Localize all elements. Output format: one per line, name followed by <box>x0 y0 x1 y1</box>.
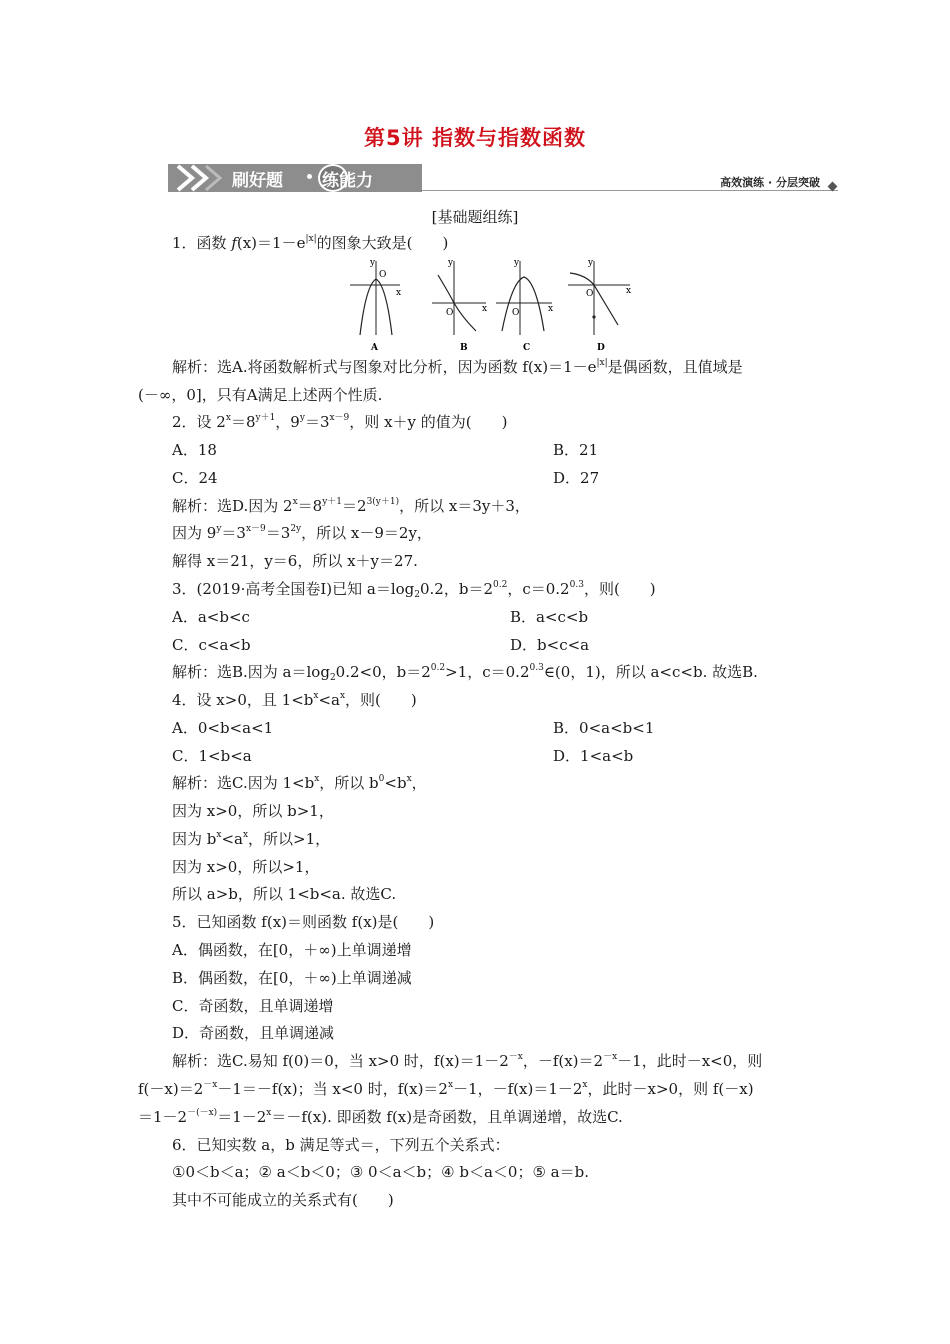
q3-option-b: B．a<c<b <box>510 608 589 626</box>
graph-a-x: x <box>396 288 402 298</box>
graph-c-x: x <box>548 304 554 314</box>
q4-option-c: C．1<b<a <box>172 747 252 765</box>
graph-a <box>350 258 401 353</box>
banner-label-a: 刷好题 <box>232 171 283 191</box>
q5-solution-line2: $f(-x)=2^{-x}-1=-f(x)$；当 x<0 时，$f(x)=2^x-1$，$-f(x)=1-2^x$，此时－x>0，则 f(－x) <box>138 1080 754 1098</box>
banner-dot <box>307 174 312 179</box>
chevron-double-icon <box>172 164 232 192</box>
section-banner <box>168 162 838 196</box>
graph-d-y: y <box>588 258 594 268</box>
q2-solution-line1: 解析：选D.因为 $2^x=8^{y+1}=2^{3(y+1)}$，所以 x＝3y＋3， <box>172 497 530 515</box>
q1-stem: 1．函数 $f(x)=1-e^{|x|}$的图象大致是( ) <box>172 234 449 252</box>
q4-option-b: B．0<a<b<1 <box>553 719 655 737</box>
banner-rule <box>422 190 838 191</box>
graph-d <box>568 258 631 353</box>
q1-solution-line1: 解析：选A.将函数解析式与图象对比分析，因为函数 $f(x)=1-e^{|x|}$是偶函数，且值域是 <box>172 358 743 376</box>
q3-option-d: D．b<c<a <box>510 636 590 654</box>
q3-stem: 3．(2019·高考全国卷Ⅰ)已知 $a=\log_20.2$，$b=2^{0.2}$，$c=0.2^{0.3}$，则( ) <box>172 580 656 600</box>
page-title: 第5讲 指数与指数函数 <box>364 126 586 150</box>
q4-solution-line5: 所以 a>b，所以 1<b<a. 故选C. <box>172 885 397 903</box>
q5-option-b: B．偶函数，在[0，＋∞)上单调递减 <box>172 969 412 987</box>
graph-b-x: x <box>482 304 488 314</box>
q6-stem: 6．已知实数 a，b 满足等式＝，下列五个关系式： <box>172 1136 510 1154</box>
q4-stem: 4．设 x>0，且 $1<b^x<a^x$，则( ) <box>172 691 417 709</box>
q4-solution-line3: 因为 $b^x<a^x$，所以>1， <box>172 830 331 848</box>
q3-option-a: A．a<b<c <box>172 608 250 626</box>
q1-solution-line2: (－∞，0]，只有A满足上述两个性质. <box>138 386 383 404</box>
q2-solution-line2: 因为 $9^y=3^{x-9}=3^{2y}$，所以 x－9＝2y， <box>172 524 432 542</box>
graph-a-y: y <box>370 258 376 268</box>
q2-option-c: C．24 <box>172 469 218 487</box>
graph-c <box>496 258 553 353</box>
q5-option-a: A．偶函数，在[0，＋∞)上单调递增 <box>172 941 412 959</box>
q5-solution-line3: $=1-2^{-(-x)}=1-2^x=-f(x)$. 即函数 f(x)是奇函数，且单调递增，故选C. <box>138 1108 623 1126</box>
graph-d-label: D <box>597 343 605 353</box>
graph-b <box>432 258 487 353</box>
q2-option-b: B．21 <box>553 441 599 459</box>
graph-b-y: y <box>448 258 454 268</box>
banner-right-label: 高效演练 · 分层突破 <box>720 176 820 189</box>
q4-solution-line1: 解析：选C.因为 $1<b^x$，所以 $b^0<b^x$， <box>172 774 427 792</box>
q6-question: 其中不可能成立的关系式有( ) <box>172 1191 394 1209</box>
q6-relations: ①0＜b＜a；② a＜b＜0；③ 0＜a＜b；④ b＜a＜0；⑤ a＝b. <box>172 1163 589 1181</box>
banner-label-b: 练能力 <box>322 171 373 191</box>
graph-d-o: O <box>586 289 594 299</box>
q2-solution-line3: 解得 x＝21，y＝6，所以 x＋y＝27. <box>172 552 418 570</box>
q1-graph-options <box>346 255 636 353</box>
q5-option-d: D．奇函数，且单调递减 <box>172 1024 335 1042</box>
q4-solution-line2: 因为 x>0，所以 b>1， <box>172 802 334 820</box>
graph-d-x: x <box>626 286 632 296</box>
graph-b-o: O <box>446 308 454 318</box>
graph-a-label: A <box>371 343 378 353</box>
q2-stem: 2．设 $2^x=8^{y+1}$，$9^y=3^{x-9}$，则 x＋y 的值为( ) <box>172 413 508 431</box>
q2-option-d: D．27 <box>553 469 600 487</box>
graph-b-label: B <box>460 343 468 353</box>
q5-stem: 5．已知函数 f(x)＝则函数 f(x)是( ) <box>172 913 435 931</box>
q4-solution-line4: 因为 x>0，所以>1， <box>172 858 320 876</box>
q2-option-a: A．18 <box>172 441 217 459</box>
q3-solution: 解析：选B.因为 $a=\log_20.2<0$，$b=2^{0.2}>1$，$c=0.2^{0.3}\in(0$，1)，所以 a<c<b. 故选B. <box>172 663 758 683</box>
graph-a-o: O <box>379 270 387 280</box>
graph-c-label: C <box>523 343 531 353</box>
q5-solution-line1: 解析：选C.易知 f(0)＝0，当 x>0 时，$f(x)=1-2^{-x}$，$-f(x)=2^{-x}-1$，此时－x<0，则 <box>172 1052 763 1070</box>
q4-option-a: A．0<b<a<1 <box>172 719 274 737</box>
graph-c-o: O <box>512 308 520 318</box>
graph-c-y: y <box>514 258 520 268</box>
section-heading: [基础题组练] <box>431 208 519 226</box>
q3-option-c: C．c<a<b <box>172 636 251 654</box>
q5-option-c: C．奇函数，且单调递增 <box>172 997 334 1015</box>
q4-option-d: D．1<a<b <box>553 747 634 765</box>
